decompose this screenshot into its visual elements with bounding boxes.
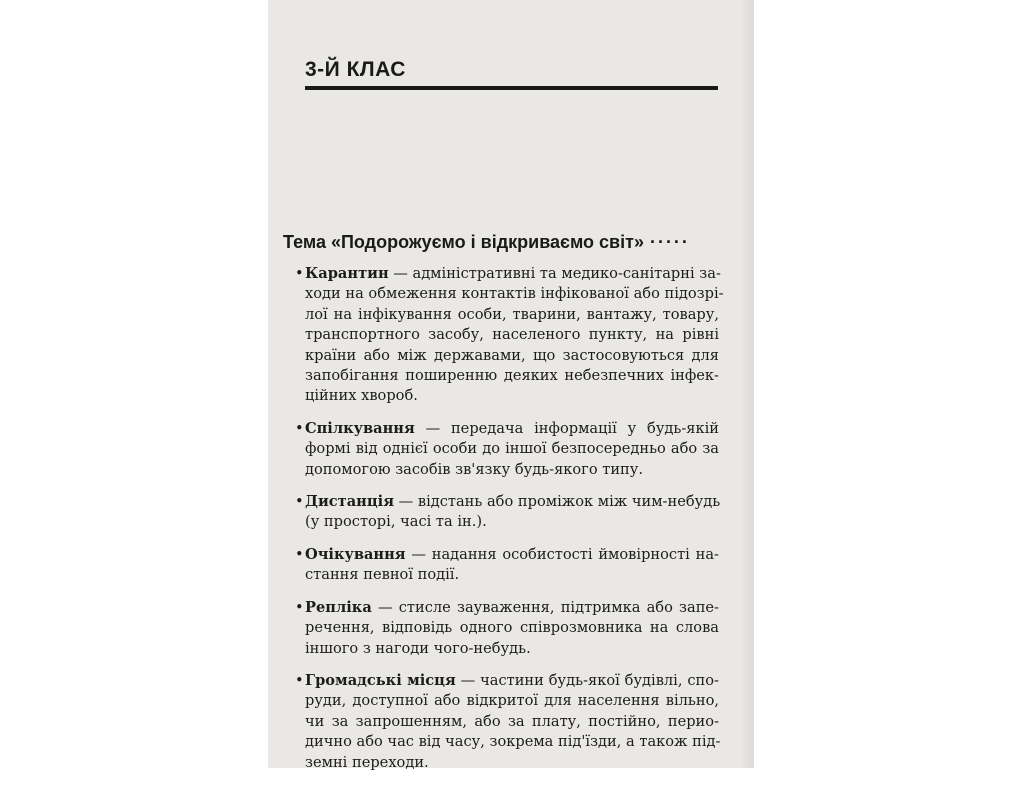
entry-term: Репліка bbox=[305, 598, 372, 616]
glossary-list bbox=[295, 264, 724, 785]
glossary-entry bbox=[295, 264, 724, 407]
glossary-entry bbox=[295, 545, 719, 586]
topic-text: Тема «Подорожуємо і відкриваємо світ» bbox=[283, 232, 644, 252]
entry-definition: — надання особистості ймовірності на- bbox=[405, 545, 719, 563]
entry-line: стання певної події. bbox=[305, 566, 460, 584]
entry-term: Дистанція bbox=[305, 493, 394, 511]
heading-rule bbox=[305, 86, 718, 90]
entry-line bbox=[305, 671, 719, 691]
entry-term: Спілкування bbox=[305, 419, 415, 437]
entry-line: чи за запрошенням, або за плату, постійно, перио- bbox=[305, 712, 719, 730]
entry-definition: — адміністративні та медико-санітарні за- bbox=[388, 265, 721, 282]
entry-line: ційних хвороб. bbox=[305, 387, 418, 405]
entry-line: транспортного засобу, населеного пункту, на рівні bbox=[305, 326, 719, 344]
entry-line: формі від однієї особи до іншої безпосередньо або за bbox=[305, 440, 719, 458]
entry-line bbox=[305, 419, 719, 439]
entry-line: дично або час від часу, зокрема під'їзди, а також під- bbox=[305, 733, 721, 751]
entry-line: допомогою засобів зв'язку будь-якого типу. bbox=[305, 460, 644, 478]
bullet-mark: • bbox=[295, 493, 304, 511]
bullet-mark: • bbox=[295, 265, 304, 282]
entry-line: іншого з нагоди чого-небудь. bbox=[305, 639, 531, 657]
glossary-entry bbox=[295, 598, 719, 659]
bullet-mark: • bbox=[295, 545, 304, 563]
entry-term: Карантин bbox=[305, 265, 389, 282]
entry-line: ходи на обмеження контактів інфікованої або підозрі- bbox=[305, 285, 724, 303]
entry-line: речення, відповідь одного співрозмовника на слова bbox=[305, 619, 719, 637]
glossary-entry bbox=[295, 671, 719, 773]
entry-definition: — частини будь-якої будівлі, спо- bbox=[455, 671, 719, 689]
entry-line: (у просторі, часі та ін.). bbox=[305, 513, 487, 531]
entry-definition: — передача інформації у будь-якій bbox=[414, 419, 719, 437]
entry-term: Очікування bbox=[305, 545, 406, 563]
entry-line: запобігання поширенню деяких небезпечних інфек- bbox=[305, 367, 719, 385]
bullet-mark: • bbox=[295, 598, 304, 616]
topic-title bbox=[283, 232, 690, 253]
entry-line: лої на інфікування особи, тварини, вантажу, товару, bbox=[305, 305, 719, 323]
entry-line: руди, доступної або відкритої для населення вільно, bbox=[305, 692, 719, 710]
section-heading: 3-Й КЛАС bbox=[305, 58, 406, 81]
entry-term: Громадські місця bbox=[305, 671, 456, 689]
entry-line bbox=[305, 598, 719, 618]
entry-line: країни або між державами, що застосовуються для bbox=[305, 346, 719, 364]
glossary-entry bbox=[295, 419, 719, 480]
bullet-mark: • bbox=[295, 419, 304, 437]
entry-definition: — відстань або проміжок між чим-небудь bbox=[393, 493, 721, 511]
topic-dots: ····· bbox=[649, 232, 690, 252]
entry-definition: — стисле зауваження, підтримка або запе- bbox=[371, 598, 719, 616]
entry-line bbox=[305, 545, 719, 565]
entry-line: земні переходи. bbox=[305, 753, 429, 771]
entry-line bbox=[305, 264, 719, 284]
entry-line bbox=[305, 492, 719, 512]
page-edge bbox=[742, 0, 754, 768]
glossary-entry bbox=[295, 492, 719, 533]
bullet-mark: • bbox=[295, 671, 304, 689]
